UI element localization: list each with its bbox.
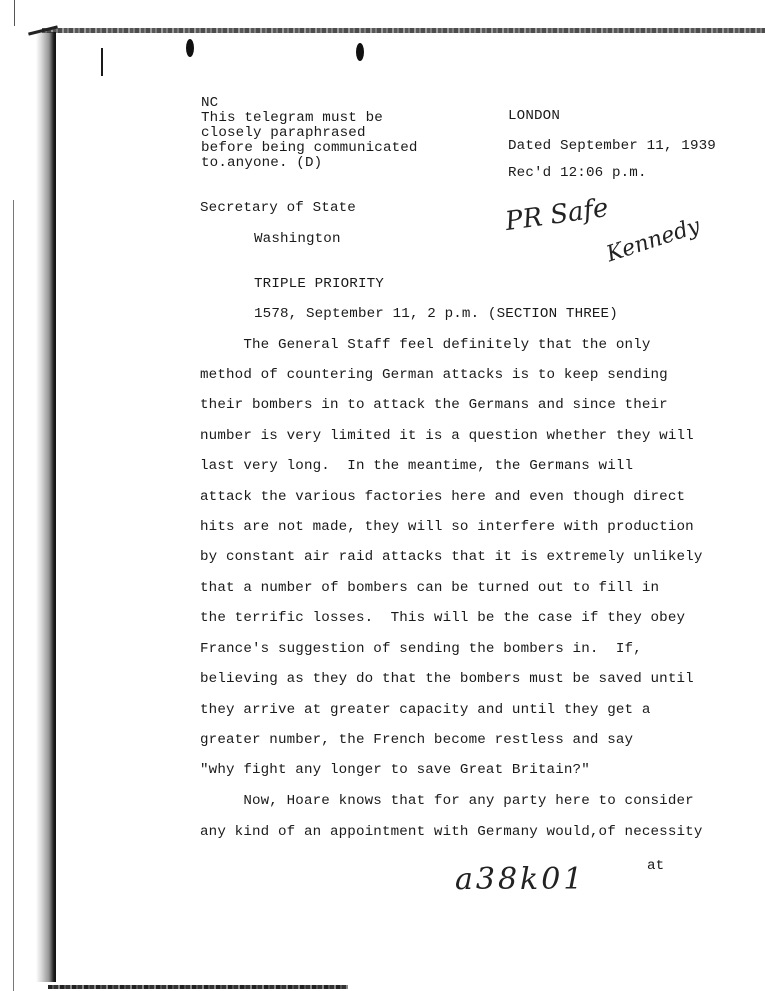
body-line: The General Staff feel definitely that the only: [200, 337, 651, 353]
notice-line: closely paraphrased: [201, 125, 366, 141]
body-line: Now, Hoare knows that for any party here to consider: [200, 793, 694, 809]
body-line: any kind of an appointment with Germany would,of necessity: [200, 824, 703, 840]
notice-line: to.anyone. (D): [201, 155, 323, 171]
body-line: their bombers in to attack the Germans and since their: [200, 397, 668, 413]
continuation-word: at: [647, 858, 665, 874]
body-line: they arrive at greater capacity and until they get a: [200, 702, 651, 718]
handwritten-note: PR Safe: [503, 192, 611, 238]
body-line: that a number of bombers can be turned out to fill in: [200, 580, 660, 596]
addressee-title: Secretary of State: [200, 200, 356, 216]
notice-line: This telegram must be: [201, 110, 383, 126]
scan-edge-line: [14, 0, 15, 26]
origin-city: LONDON: [508, 108, 560, 124]
body-line: greater number, the French become restless and say: [200, 732, 634, 748]
body-line: "why fight any longer to save Great Britain?": [200, 762, 590, 778]
body-line: by constant air raid attacks that it is extremely unlikely: [200, 549, 703, 565]
body-line: France's suggestion of sending the bombers in. If,: [200, 641, 642, 657]
addressee-city: Washington: [254, 231, 341, 247]
scan-edge-left: [36, 32, 56, 982]
handwritten-file-code: a38k01: [455, 862, 586, 897]
body-line: attack the various factories here and even though direct: [200, 489, 686, 505]
scan-edge-line: [13, 200, 14, 991]
message-reference: 1578, September 11, 2 p.m. (SECTION THREE): [254, 306, 618, 322]
dated-line: Dated September 11, 1939: [508, 138, 716, 154]
body-line: last very long. In the meantime, the Germans will: [200, 458, 634, 474]
body-line: believing as they do that the bombers must be saved until: [200, 671, 694, 687]
received-line: Rec'd 12:06 p.m.: [508, 165, 647, 181]
priority-label: TRIPLE PRIORITY: [254, 276, 384, 292]
body-line: number is very limited it is a question whether they will: [200, 428, 694, 444]
body-line: the terrific losses. This will be the case if they obey: [200, 610, 686, 626]
body-line: method of countering German attacks is to keep sending: [200, 367, 668, 383]
routing-code: NC: [201, 95, 219, 111]
scan-edge-top: [42, 28, 765, 33]
notice-line: before being communicated: [201, 140, 418, 156]
margin-mark: [101, 48, 103, 76]
scan-edge-bottom: [48, 985, 348, 989]
body-line: hits are not made, they will so interfere with production: [200, 519, 694, 535]
punch-hole: [356, 43, 364, 61]
punch-hole: [186, 39, 194, 57]
handwritten-signature: Kennedy: [603, 213, 704, 268]
